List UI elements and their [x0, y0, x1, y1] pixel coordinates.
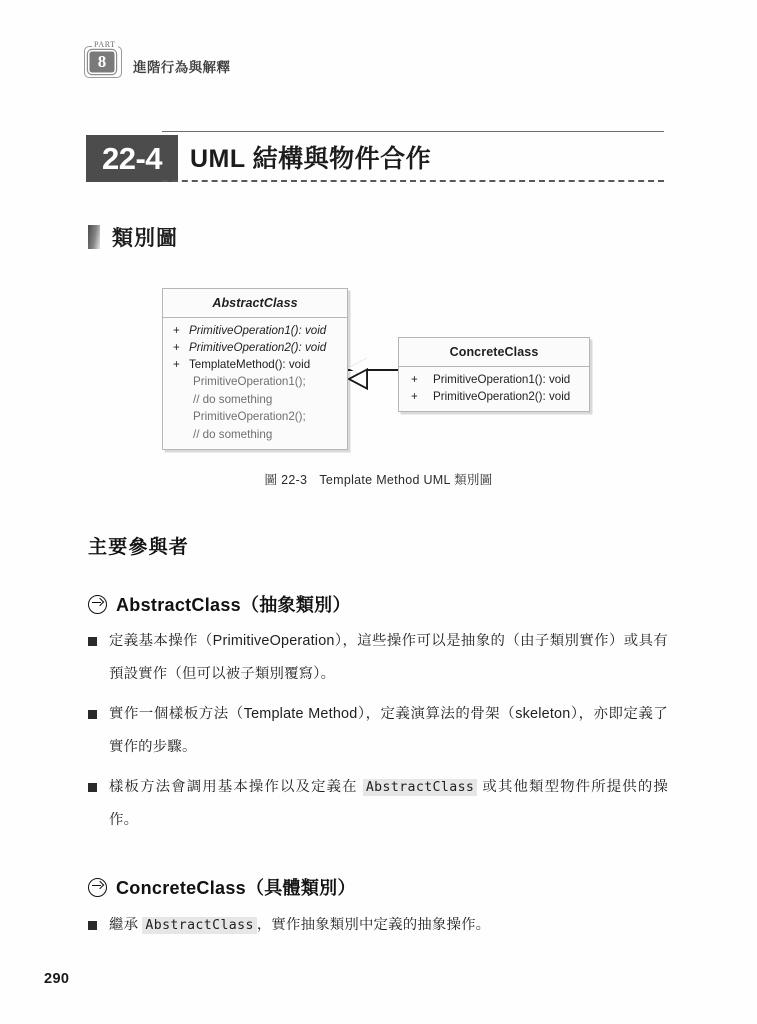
square-bullet-icon [88, 710, 97, 719]
list-item-text: 定義基本操作（PrimitiveOperation），這些操作可以是抽象的（由子類別實作）或具有預設實作（但可以被子類別覆寫）。 [109, 633, 668, 682]
uml-member-row [399, 371, 589, 388]
section-header [86, 131, 664, 187]
figure-number: 圖 22-3 [264, 473, 308, 487]
square-bullet-icon [88, 921, 97, 930]
uml-abstract-class-name: AbstractClass [163, 289, 347, 318]
arrow-circle-icon [88, 878, 107, 897]
uml-concrete-class-box [398, 337, 590, 412]
uml-abstract-class-box [162, 288, 348, 450]
section-rule-bottom [162, 180, 664, 182]
uml-member-signature: PrimitiveOperation1(): void [189, 324, 327, 337]
list-item [88, 909, 668, 942]
uml-member-visibility: + [173, 341, 180, 354]
square-bullet-icon [88, 783, 97, 792]
uml-member-signature: PrimitiveOperation2(): void [189, 341, 327, 354]
running-head [84, 40, 230, 80]
participant-heading-text: ConcreteClass（具體類別） [116, 878, 356, 898]
uml-member-visibility: + [411, 373, 418, 386]
list-item [88, 771, 668, 837]
inline-code: AbstractClass [363, 779, 477, 796]
running-head-title: 進階行為與解釋 [133, 60, 231, 75]
uml-member-row [163, 339, 347, 356]
square-bullet-icon [88, 637, 97, 646]
uml-concrete-class-members [399, 367, 589, 411]
uml-body-line: PrimitiveOperation1(); [193, 375, 306, 388]
uml-member-signature: PrimitiveOperation1(): void [433, 373, 571, 386]
list-item [88, 625, 668, 691]
uml-body-line: // do something [193, 427, 273, 441]
uml-member-row [163, 356, 347, 373]
uml-generalization-arrowhead-icon [348, 358, 367, 378]
uml-body-line: // do something [193, 392, 273, 406]
section-title: UML 結構與物件合作 [190, 145, 432, 173]
part-number: 8 [88, 50, 116, 74]
uml-concrete-class-name: ConcreteClass [399, 338, 589, 367]
uml-member-signature: TemplateMethod(): void [189, 358, 311, 371]
list-item-text: 繼承 AbstractClass ，實作抽象類別中定義的抽象操作。 [109, 917, 491, 933]
list-item-text: 實作一個樣板方法（Template Method），定義演算法的骨架（skeleton），亦即定義了實作的步驟。 [109, 706, 668, 755]
section-number: 22-4 [86, 135, 178, 182]
list-item [88, 698, 668, 764]
arrow-circle-icon [88, 595, 107, 614]
uml-member-row [399, 388, 589, 405]
uml-member-visibility: + [173, 324, 180, 337]
page-number: 290 [44, 971, 70, 987]
subsection-heading-text: 類別圖 [112, 227, 178, 250]
section-rule-top [162, 131, 664, 132]
participant-heading-concreteclass [88, 874, 356, 900]
participant-heading-abstractclass [88, 591, 351, 617]
uml-body-line: PrimitiveOperation2(); [193, 410, 306, 423]
part-label: PART [94, 40, 116, 49]
uml-member-signature: PrimitiveOperation2(): void [433, 390, 571, 403]
participant-heading-text: AbstractClass（抽象類別） [116, 595, 351, 615]
part-badge [84, 40, 124, 80]
uml-member-row [163, 322, 347, 339]
list-item-text: 樣板方法會調用基本操作以及定義在 AbstractClass 或其他類型物件所提供的操作。 [109, 779, 668, 828]
uml-class-diagram [150, 280, 610, 470]
uml-member-visibility: + [173, 358, 180, 371]
subsection-heading [88, 222, 178, 252]
figure-caption-text: Template Method UML 類別圖 [319, 473, 493, 487]
inline-code: AbstractClass [142, 917, 256, 934]
subsection-marker-icon [88, 225, 100, 249]
participants-heading: 主要參與者 [88, 537, 190, 558]
figure-caption [0, 470, 757, 488]
uml-member-visibility: + [411, 390, 418, 403]
uml-abstract-class-members [163, 318, 347, 449]
